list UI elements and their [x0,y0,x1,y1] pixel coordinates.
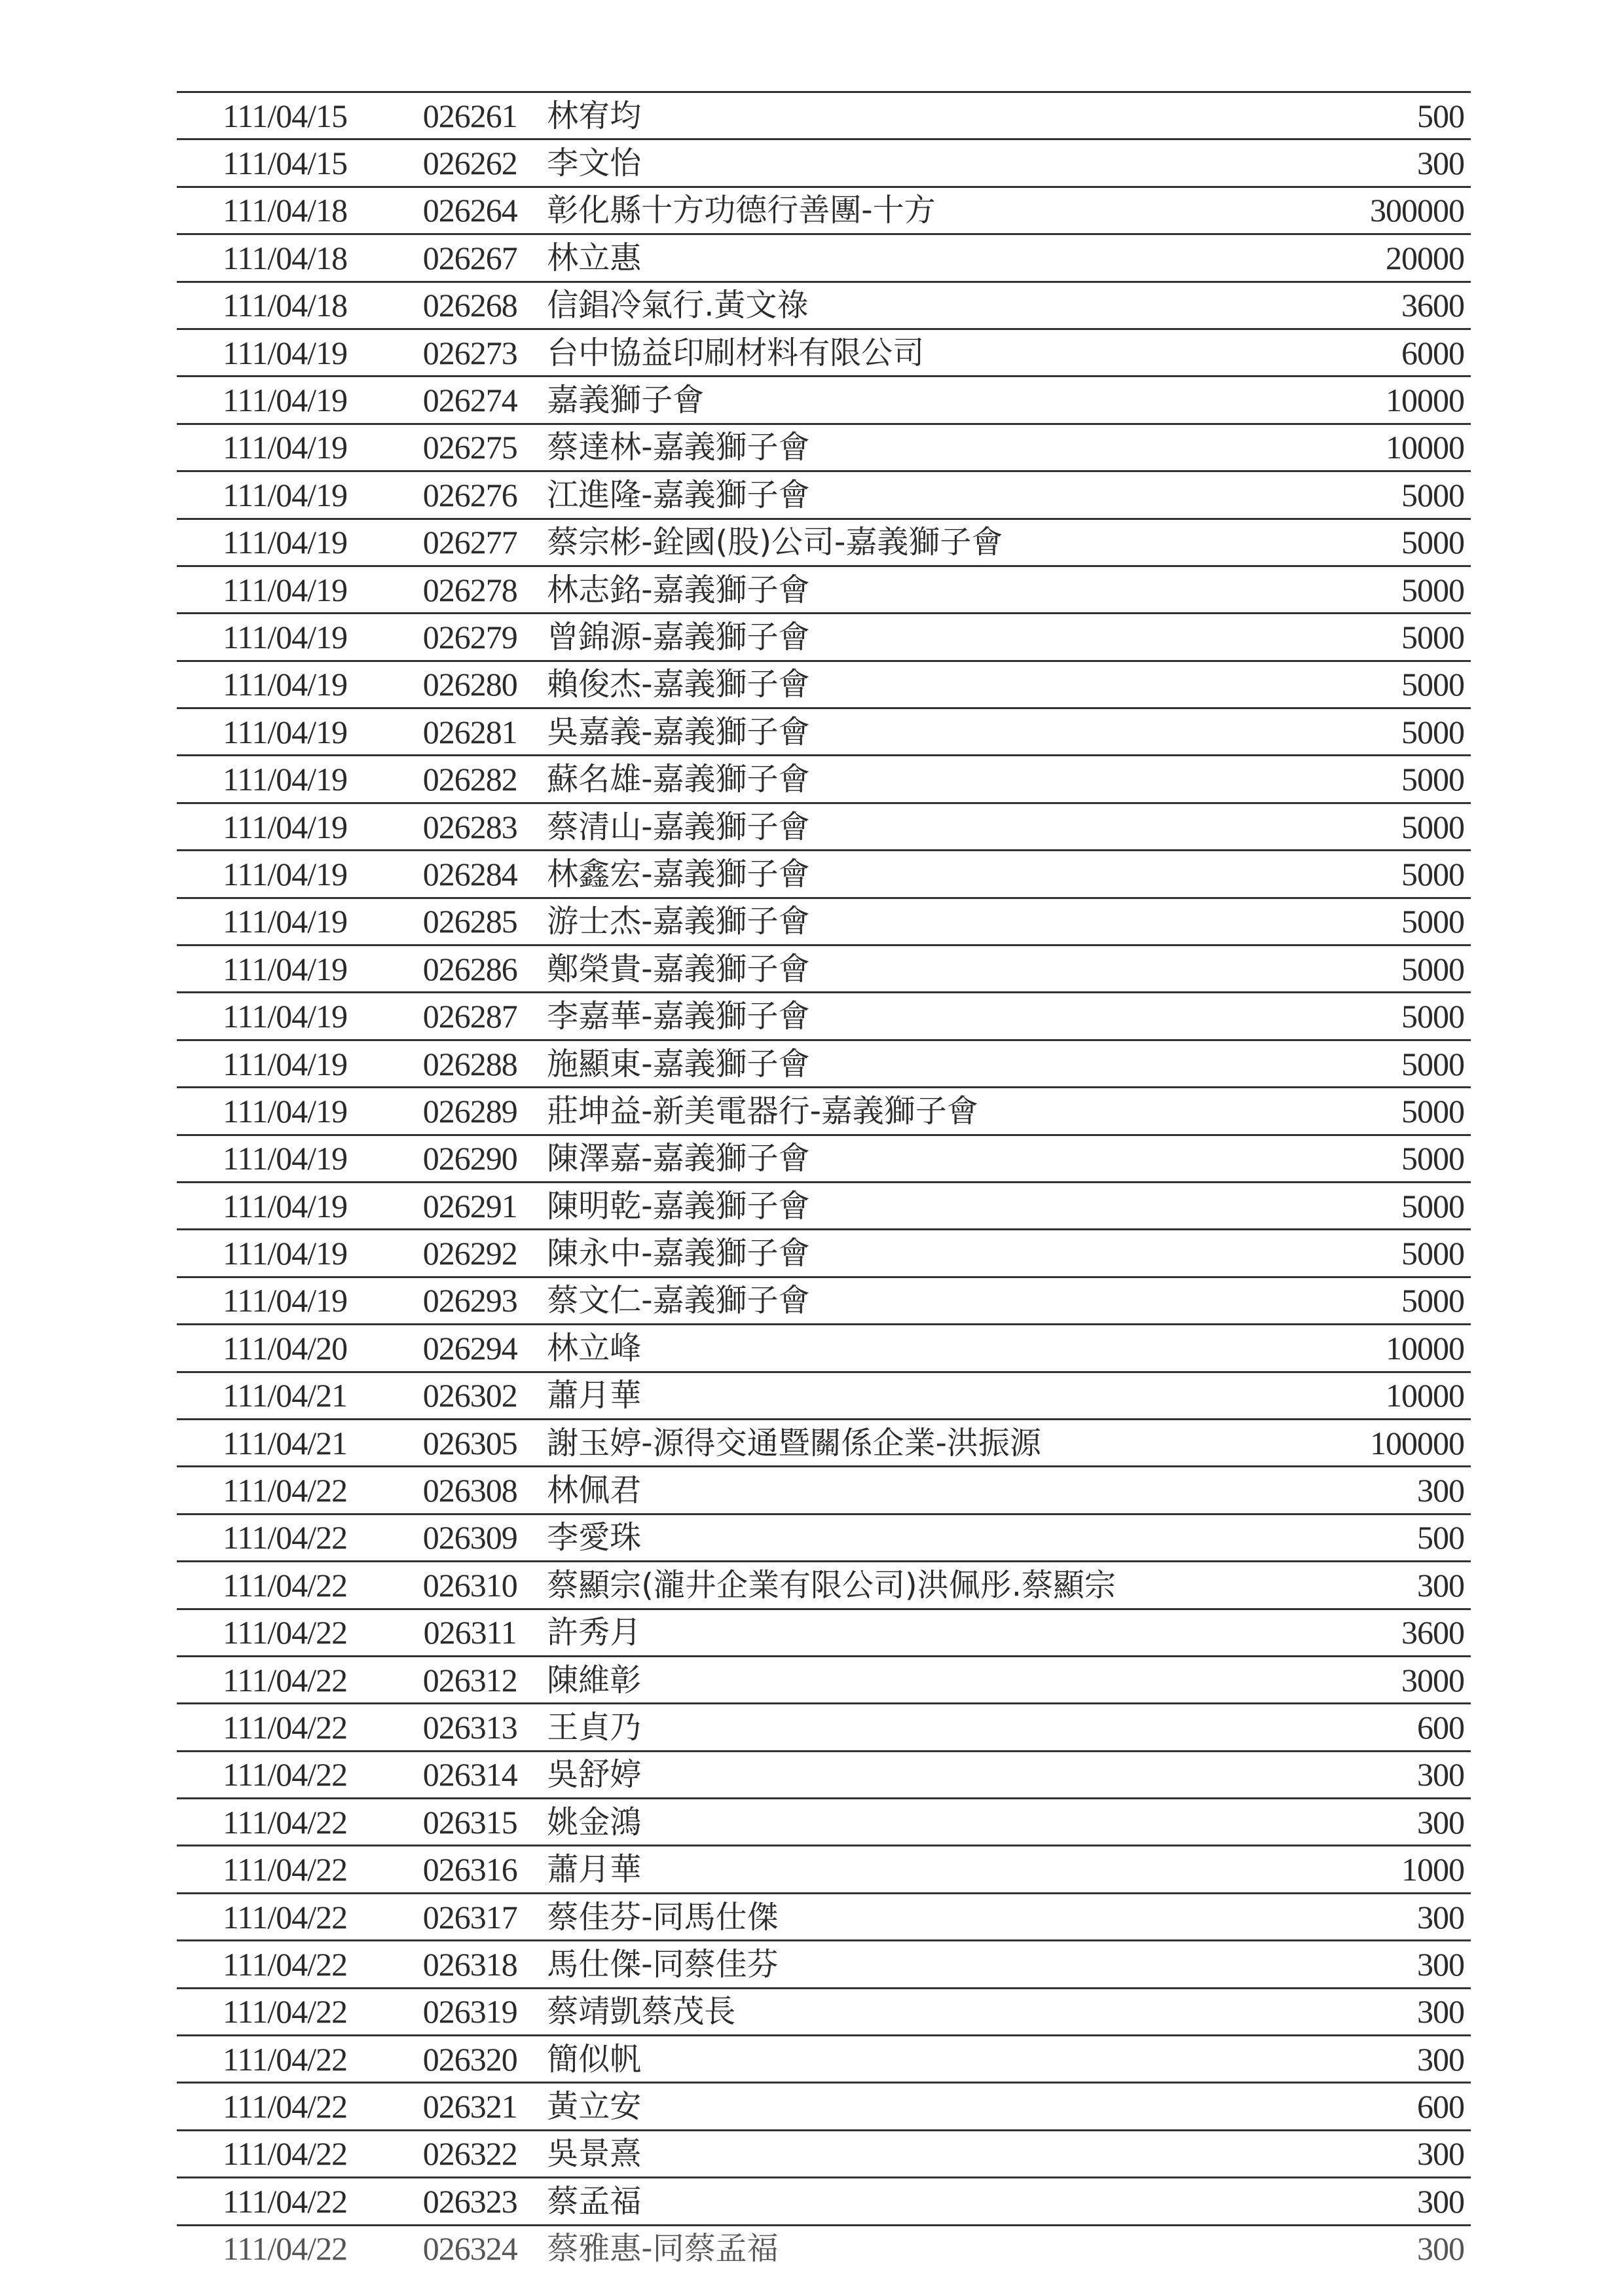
receipt-number-cell: 026313 [399,1704,547,1751]
donor-name-cell: 許秀月 [547,1609,1248,1656]
amount-cell: 300 [1248,2225,1471,2271]
donor-name-cell: 蔡清山-嘉義獅子會 [547,803,1248,850]
amount-cell: 3600 [1248,1609,1471,1656]
receipt-number-cell: 026290 [399,1135,547,1182]
receipt-number-cell: 026324 [399,2225,547,2271]
donor-name-cell: 莊坤益-新美電器行-嘉義獅子會 [547,1088,1248,1135]
table-row [177,1230,1471,1277]
table-row [177,1419,1471,1466]
amount-cell: 5000 [1248,1088,1471,1135]
table-row [177,1704,1471,1751]
table-row [177,803,1471,850]
date-cell: 111/04/22 [177,1562,399,1609]
donor-name-cell: 施顯東-嘉義獅子會 [547,1040,1248,1087]
receipt-number-cell: 026274 [399,376,547,424]
amount-cell: 300 [1248,1799,1471,1846]
amount-cell: 300 [1248,1467,1471,1514]
table-row [177,1656,1471,1703]
receipt-number-cell: 026275 [399,424,547,471]
amount-cell: 5000 [1248,946,1471,993]
receipt-number-cell: 026316 [399,1846,547,1893]
donor-name-cell: 蔡顯宗(瀧井企業有限公司)洪佩彤.蔡顯宗 [547,1562,1248,1609]
date-cell: 111/04/19 [177,1230,399,1277]
receipt-number-cell: 026280 [399,661,547,708]
table-row [177,1040,1471,1087]
donor-name-cell: 馬仕傑-同蔡佳芬 [547,1941,1248,1988]
amount-cell: 5000 [1248,1230,1471,1277]
receipt-number-cell: 026311 [399,1609,547,1656]
amount-cell: 5000 [1248,471,1471,519]
receipt-number-cell: 026285 [399,898,547,945]
date-cell: 111/04/18 [177,282,399,329]
date-cell: 111/04/21 [177,1419,399,1466]
date-cell: 111/04/21 [177,1372,399,1419]
date-cell: 111/04/19 [177,661,399,708]
table-row [177,1372,1471,1419]
amount-cell: 600 [1248,2083,1471,2130]
amount-cell: 10000 [1248,1372,1471,1419]
table-row [177,898,1471,945]
date-cell: 111/04/19 [177,993,399,1040]
donor-name-cell: 吳舒婷 [547,1751,1248,1798]
receipt-number-cell: 026318 [399,1941,547,1988]
donor-name-cell: 姚金鴻 [547,1799,1248,1846]
donor-name-cell: 李文怡 [547,139,1248,187]
receipt-number-cell: 026284 [399,851,547,898]
table-row [177,1135,1471,1182]
donor-name-cell: 曾錦源-嘉義獅子會 [547,614,1248,661]
amount-cell: 5000 [1248,661,1471,708]
date-cell: 111/04/22 [177,2130,399,2177]
date-cell: 111/04/19 [177,803,399,850]
table-row [177,2178,1471,2225]
donor-name-cell: 蔡文仁-嘉義獅子會 [547,1277,1248,1324]
donor-name-cell: 蕭月華 [547,1846,1248,1893]
receipt-number-cell: 026302 [399,1372,547,1419]
table-row [177,1325,1471,1372]
date-cell: 111/04/19 [177,424,399,471]
table-row [177,1846,1471,1893]
donor-name-cell: 謝玉婷-源得交通暨關係企業-洪振源 [547,1419,1248,1466]
donor-name-cell: 蕭月華 [547,1372,1248,1419]
donor-name-cell: 陳維彰 [547,1656,1248,1703]
donor-name-cell: 李愛珠 [547,1514,1248,1561]
donor-name-cell: 台中協益印刷材料有限公司 [547,329,1248,376]
amount-cell: 6000 [1248,329,1471,376]
amount-cell: 5000 [1248,898,1471,945]
receipt-number-cell: 026281 [399,708,547,756]
date-cell: 111/04/22 [177,1751,399,1798]
amount-cell: 5000 [1248,803,1471,850]
date-cell: 111/04/19 [177,756,399,803]
receipt-number-cell: 026264 [399,187,547,234]
receipt-number-cell: 026305 [399,1419,547,1466]
donor-name-cell: 蔡佳芬-同馬仕傑 [547,1893,1248,1940]
date-cell: 111/04/19 [177,566,399,613]
date-cell: 111/04/22 [177,1893,399,1940]
table-row [177,2083,1471,2130]
amount-cell: 300 [1248,2178,1471,2225]
receipt-number-cell: 026292 [399,1230,547,1277]
donor-name-cell: 信錩冷氣行.黃文祿 [547,282,1248,329]
date-cell: 111/04/22 [177,2036,399,2083]
amount-cell: 100000 [1248,1419,1471,1466]
receipt-number-cell: 026261 [399,92,547,139]
table-row [177,756,1471,803]
date-cell: 111/04/22 [177,1514,399,1561]
donor-name-cell: 林志銘-嘉義獅子會 [547,566,1248,613]
receipt-number-cell: 026317 [399,1893,547,1940]
table-row [177,566,1471,613]
donor-name-cell: 嘉義獅子會 [547,376,1248,424]
donor-name-cell: 蔡孟福 [547,2178,1248,2225]
date-cell: 111/04/19 [177,329,399,376]
donor-name-cell: 鄭榮貴-嘉義獅子會 [547,946,1248,993]
table-row [177,1988,1471,2035]
amount-cell: 5000 [1248,614,1471,661]
receipt-number-cell: 026310 [399,1562,547,1609]
amount-cell: 1000 [1248,1846,1471,1893]
table-row [177,2130,1471,2177]
donor-name-cell: 王貞乃 [547,1704,1248,1751]
table-row [177,1277,1471,1324]
donor-name-cell: 蔡宗彬-銓國(股)公司-嘉義獅子會 [547,519,1248,566]
amount-cell: 5000 [1248,1182,1471,1229]
date-cell: 111/04/15 [177,139,399,187]
donor-name-cell: 黃立安 [547,2083,1248,2130]
date-cell: 111/04/22 [177,1988,399,2035]
receipt-number-cell: 026268 [399,282,547,329]
receipt-number-cell: 026277 [399,519,547,566]
donor-name-cell: 游士杰-嘉義獅子會 [547,898,1248,945]
donor-name-cell: 吳景熹 [547,2130,1248,2177]
date-cell: 111/04/22 [177,1941,399,1988]
receipt-number-cell: 026267 [399,234,547,282]
date-cell: 111/04/19 [177,1088,399,1135]
table-row [177,471,1471,519]
receipt-number-cell: 026278 [399,566,547,613]
ledger-body [177,92,1471,2271]
amount-cell: 300000 [1248,187,1471,234]
donor-name-cell: 賴俊杰-嘉義獅子會 [547,661,1248,708]
table-row [177,139,1471,187]
donor-name-cell: 蘇名雄-嘉義獅子會 [547,756,1248,803]
donation-ledger-table [177,91,1471,2271]
amount-cell: 500 [1248,1514,1471,1561]
amount-cell: 5000 [1248,1135,1471,1182]
date-cell: 111/04/22 [177,2178,399,2225]
amount-cell: 10000 [1248,424,1471,471]
receipt-number-cell: 026314 [399,1751,547,1798]
table-row [177,614,1471,661]
amount-cell: 300 [1248,2036,1471,2083]
table-row [177,234,1471,282]
table-row [177,1609,1471,1656]
amount-cell: 300 [1248,139,1471,187]
donor-name-cell: 江進隆-嘉義獅子會 [547,471,1248,519]
date-cell: 111/04/19 [177,376,399,424]
donor-name-cell: 蔡雅惠-同蔡孟福 [547,2225,1248,2271]
date-cell: 111/04/19 [177,1040,399,1087]
amount-cell: 5000 [1248,1277,1471,1324]
receipt-number-cell: 026293 [399,1277,547,1324]
receipt-number-cell: 026294 [399,1325,547,1372]
table-row [177,993,1471,1040]
receipt-number-cell: 026319 [399,1988,547,2035]
amount-cell: 500 [1248,92,1471,139]
amount-cell: 300 [1248,1562,1471,1609]
date-cell: 111/04/22 [177,2083,399,2130]
donor-name-cell: 林宥均 [547,92,1248,139]
receipt-number-cell: 026286 [399,946,547,993]
table-row [177,708,1471,756]
receipt-number-cell: 026321 [399,2083,547,2130]
date-cell: 111/04/19 [177,898,399,945]
date-cell: 111/04/20 [177,1325,399,1372]
amount-cell: 5000 [1248,708,1471,756]
table-row [177,519,1471,566]
table-row [177,1467,1471,1514]
receipt-number-cell: 026291 [399,1182,547,1229]
amount-cell: 5000 [1248,756,1471,803]
receipt-number-cell: 026312 [399,1656,547,1703]
table-row [177,1182,1471,1229]
receipt-number-cell: 026309 [399,1514,547,1561]
table-row [177,92,1471,139]
date-cell: 111/04/19 [177,851,399,898]
amount-cell: 600 [1248,1704,1471,1751]
date-cell: 111/04/19 [177,946,399,993]
amount-cell: 5000 [1248,566,1471,613]
amount-cell: 5000 [1248,519,1471,566]
donor-name-cell: 林佩君 [547,1467,1248,1514]
date-cell: 111/04/19 [177,471,399,519]
table-row [177,661,1471,708]
receipt-number-cell: 026273 [399,329,547,376]
receipt-number-cell: 026283 [399,803,547,850]
amount-cell: 300 [1248,1751,1471,1798]
amount-cell: 10000 [1248,1325,1471,1372]
receipt-number-cell: 026315 [399,1799,547,1846]
amount-cell: 20000 [1248,234,1471,282]
table-row [177,1088,1471,1135]
receipt-number-cell: 026279 [399,614,547,661]
donor-name-cell: 吳嘉義-嘉義獅子會 [547,708,1248,756]
table-row [177,2225,1471,2271]
donor-name-cell: 李嘉華-嘉義獅子會 [547,993,1248,1040]
donor-name-cell: 蔡靖凱蔡茂長 [547,1988,1248,2035]
date-cell: 111/04/22 [177,1846,399,1893]
date-cell: 111/04/22 [177,1609,399,1656]
donor-name-cell: 陳明乾-嘉義獅子會 [547,1182,1248,1229]
amount-cell: 300 [1248,1893,1471,1940]
table-row [177,1893,1471,1940]
table-row [177,1941,1471,1988]
amount-cell: 5000 [1248,1040,1471,1087]
receipt-number-cell: 026262 [399,139,547,187]
table-row [177,329,1471,376]
amount-cell: 5000 [1248,993,1471,1040]
date-cell: 111/04/15 [177,92,399,139]
amount-cell: 5000 [1248,851,1471,898]
donor-name-cell: 林立惠 [547,234,1248,282]
amount-cell: 3000 [1248,1656,1471,1703]
date-cell: 111/04/19 [177,1182,399,1229]
date-cell: 111/04/19 [177,614,399,661]
receipt-number-cell: 026282 [399,756,547,803]
amount-cell: 10000 [1248,376,1471,424]
donor-name-cell: 林鑫宏-嘉義獅子會 [547,851,1248,898]
date-cell: 111/04/22 [177,1467,399,1514]
table-row [177,424,1471,471]
donor-name-cell: 陳永中-嘉義獅子會 [547,1230,1248,1277]
table-row [177,1562,1471,1609]
receipt-number-cell: 026323 [399,2178,547,2225]
table-row [177,851,1471,898]
table-row [177,1799,1471,1846]
date-cell: 111/04/19 [177,1135,399,1182]
donor-name-cell: 陳澤嘉-嘉義獅子會 [547,1135,1248,1182]
date-cell: 111/04/22 [177,1704,399,1751]
receipt-number-cell: 026289 [399,1088,547,1135]
table-row [177,282,1471,329]
table-row [177,946,1471,993]
table-row [177,1751,1471,1798]
date-cell: 111/04/19 [177,519,399,566]
date-cell: 111/04/18 [177,187,399,234]
amount-cell: 300 [1248,1941,1471,1988]
receipt-number-cell: 026308 [399,1467,547,1514]
date-cell: 111/04/18 [177,234,399,282]
amount-cell: 3600 [1248,282,1471,329]
receipt-number-cell: 026288 [399,1040,547,1087]
donor-name-cell: 簡似帆 [547,2036,1248,2083]
table-row [177,376,1471,424]
date-cell: 111/04/22 [177,1799,399,1846]
date-cell: 111/04/22 [177,2225,399,2271]
amount-cell: 300 [1248,2130,1471,2177]
receipt-number-cell: 026320 [399,2036,547,2083]
date-cell: 111/04/19 [177,1277,399,1324]
receipt-number-cell: 026276 [399,471,547,519]
donor-name-cell: 林立峰 [547,1325,1248,1372]
date-cell: 111/04/22 [177,1656,399,1703]
date-cell: 111/04/19 [177,708,399,756]
table-row [177,2036,1471,2083]
receipt-number-cell: 026322 [399,2130,547,2177]
donor-name-cell: 彰化縣十方功德行善團-十方 [547,187,1248,234]
donor-name-cell: 蔡達林-嘉義獅子會 [547,424,1248,471]
table-row [177,1514,1471,1561]
table-row [177,187,1471,234]
amount-cell: 300 [1248,1988,1471,2035]
receipt-number-cell: 026287 [399,993,547,1040]
